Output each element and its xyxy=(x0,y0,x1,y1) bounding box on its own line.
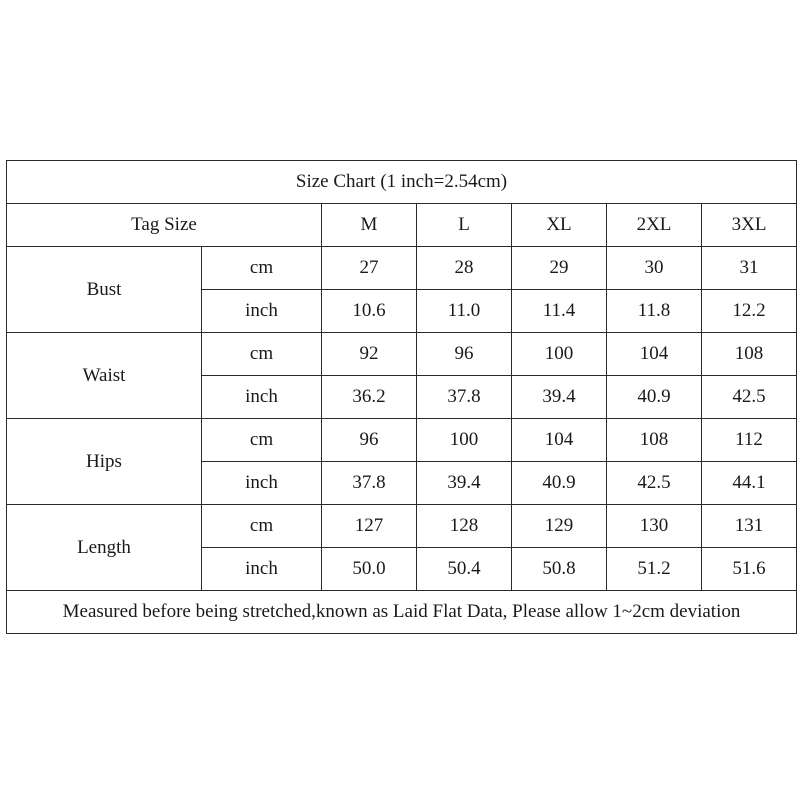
value-cell: 104 xyxy=(512,419,607,462)
unit-label: cm xyxy=(202,419,322,462)
measurement-row-cm xyxy=(7,419,797,462)
size-header: M xyxy=(322,204,417,247)
value-cell: 39.4 xyxy=(512,376,607,419)
value-cell: 51.2 xyxy=(607,548,702,591)
measurement-name: Bust xyxy=(7,247,202,333)
value-cell: 50.0 xyxy=(322,548,417,591)
tag-size-header: Tag Size xyxy=(7,204,322,247)
value-cell: 96 xyxy=(417,333,512,376)
header-row xyxy=(7,204,797,247)
value-cell: 92 xyxy=(322,333,417,376)
value-cell: 42.5 xyxy=(607,462,702,505)
size-header: L xyxy=(417,204,512,247)
value-cell: 131 xyxy=(702,505,797,548)
size-chart-table xyxy=(6,160,797,634)
value-cell: 11.8 xyxy=(607,290,702,333)
value-cell: 50.4 xyxy=(417,548,512,591)
value-cell: 40.9 xyxy=(512,462,607,505)
measurement-name: Hips xyxy=(7,419,202,505)
unit-label: inch xyxy=(202,548,322,591)
value-cell: 27 xyxy=(322,247,417,290)
value-cell: 12.2 xyxy=(702,290,797,333)
value-cell: 11.4 xyxy=(512,290,607,333)
value-cell: 108 xyxy=(607,419,702,462)
value-cell: 127 xyxy=(322,505,417,548)
value-cell: 44.1 xyxy=(702,462,797,505)
value-cell: 96 xyxy=(322,419,417,462)
measurement-note: Measured before being stretched,known as Laid Flat Data, Please allow 1~2cm deviation xyxy=(7,591,797,634)
unit-label: cm xyxy=(202,333,322,376)
chart-title: Size Chart (1 inch=2.54cm) xyxy=(7,161,797,204)
value-cell: 40.9 xyxy=(607,376,702,419)
value-cell: 112 xyxy=(702,419,797,462)
unit-label: inch xyxy=(202,462,322,505)
unit-label: inch xyxy=(202,376,322,419)
measurement-row-cm xyxy=(7,247,797,290)
value-cell: 31 xyxy=(702,247,797,290)
value-cell: 100 xyxy=(512,333,607,376)
value-cell: 39.4 xyxy=(417,462,512,505)
value-cell: 10.6 xyxy=(322,290,417,333)
value-cell: 128 xyxy=(417,505,512,548)
value-cell: 30 xyxy=(607,247,702,290)
value-cell: 100 xyxy=(417,419,512,462)
unit-label: cm xyxy=(202,247,322,290)
value-cell: 129 xyxy=(512,505,607,548)
size-header: 3XL xyxy=(702,204,797,247)
value-cell: 130 xyxy=(607,505,702,548)
measurement-row-cm xyxy=(7,505,797,548)
value-cell: 37.8 xyxy=(417,376,512,419)
value-cell: 28 xyxy=(417,247,512,290)
value-cell: 29 xyxy=(512,247,607,290)
unit-label: inch xyxy=(202,290,322,333)
unit-label: cm xyxy=(202,505,322,548)
size-header: 2XL xyxy=(607,204,702,247)
measurement-name: Length xyxy=(7,505,202,591)
note-row xyxy=(7,591,797,634)
value-cell: 37.8 xyxy=(322,462,417,505)
value-cell: 42.5 xyxy=(702,376,797,419)
title-row xyxy=(7,161,797,204)
value-cell: 11.0 xyxy=(417,290,512,333)
value-cell: 51.6 xyxy=(702,548,797,591)
measurement-row-cm xyxy=(7,333,797,376)
value-cell: 104 xyxy=(607,333,702,376)
value-cell: 50.8 xyxy=(512,548,607,591)
measurement-name: Waist xyxy=(7,333,202,419)
value-cell: 36.2 xyxy=(322,376,417,419)
size-header: XL xyxy=(512,204,607,247)
value-cell: 108 xyxy=(702,333,797,376)
